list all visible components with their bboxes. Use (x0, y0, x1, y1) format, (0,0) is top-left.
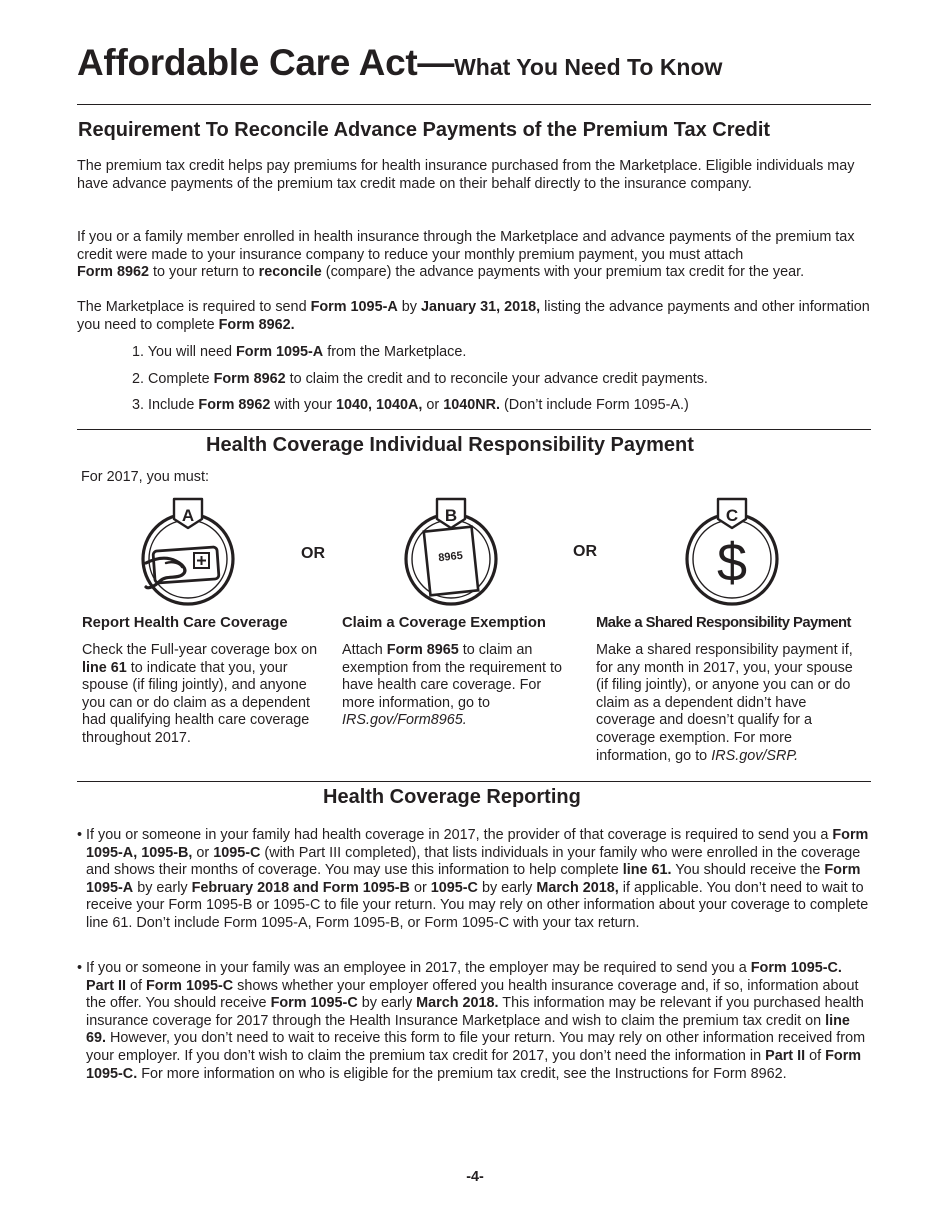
section-rule-2 (77, 781, 871, 782)
option-b-heading: Claim a Coverage Exemption (342, 615, 546, 631)
page-title-main: Affordable Care Act— (77, 42, 455, 83)
page-title (77, 42, 723, 83)
option-c-heading: Make a Shared Responsibility Payment (596, 615, 851, 631)
reporting-bullet-1: • If you or someone in your family had health coverage in 2017, the provider of that coverage is required to send you a Form 1095-A, 1095-B, or 1095-C (with Part III completed), that lists individuals in your family who were enrolled in the coverage and shows their months of coverage. You may use this information to help complete line 61. You should receive the Form 1095-A by early February 2018 and Form 1095-B or 1095-C by early March 2018, if applicable. You don’t need to wait to receive your Form 1095-B or 1095-C to file your return. You may rely on other information about your coverage to complete line 61. Don’t include Form 1095-A, Form 1095-B, or Form 1095-C with your tax return. (77, 827, 869, 931)
dollar-symbol: $ (716, 533, 748, 593)
option-a-heading: Report Health Care Coverage (82, 615, 288, 631)
reconcile-heading: Requirement To Reconcile Advance Payments of the Premium Tax Credit (78, 119, 771, 141)
step-item-2: 2. Complete Form 8962 to claim the credit and to reconcile your advance credit payments. (132, 371, 708, 387)
option-a-icon (138, 497, 238, 615)
form-number-label: 8965 (437, 549, 464, 565)
reporting-bullet-2: • If you or someone in your family was an employee in 2017, the employer may be required to send you a Form 1095-C. Part II of Form 1095-C shows whether your employer offered you health insurance coverage and, if so, information about the offer. You should receive Form 1095-C by early March 2018. This information may be relevant if you purchased health insurance coverage for 2017 through the Health Insurance Marketplace and wish to claim the premium tax credit on line 69. However, you don’t need to wait to receive this form to file your return. You may rely on other information received from your employer. If you don’t wish to claim the premium tax credit for 2017, you don’t need the information in Part II of Form 1095-C. For more information on who is eligible for the premium tax credit, see the Instructions for Form 8962. (77, 960, 866, 1082)
step-item-3: 3. Include Form 8962 with your 1040, 1040A, or 1040NR. (Don’t include Form 1095-A.) (132, 397, 689, 413)
bullet-icon: • (77, 827, 83, 843)
dollar-icon (682, 497, 782, 609)
responsibility-heading: Health Coverage Individual Responsibility Payment (206, 434, 694, 456)
reconcile-paragraph-3: The Marketplace is required to send Form 1095-A by January 31, 2018, listing the advance payments and other information you need to complete Form 8962. (77, 299, 870, 333)
form-document-icon (401, 497, 501, 609)
section-rule-1 (77, 429, 871, 430)
option-b-icon (401, 497, 501, 615)
hand-card-icon (138, 497, 238, 609)
option-a-letter: A (181, 506, 195, 525)
option-a-text: Check the Full-year coverage box on line 61 to indicate that you, your spouse (if filing jointly), and anyone you can or do claim as a dependent had qualifying health care coverage throughout 2017. (82, 642, 318, 746)
reconcile-paragraph-1: The premium tax credit helps pay premiums for health insurance purchased from the Marketplace. Eligible individuals may have advance payments of the premium tax credit made on their behalf directly to the insurance company. (77, 158, 855, 192)
option-c-letter: C (725, 506, 739, 525)
step-item-1: 1. You will need Form 1095-A from the Marketplace. (132, 344, 467, 360)
reporting-heading: Health Coverage Reporting (323, 786, 581, 808)
bullet-icon: • (77, 960, 83, 976)
or-label-1: OR (301, 545, 325, 562)
responsibility-intro: For 2017, you must: (81, 469, 209, 485)
option-c-text: Make a shared responsibility payment if, for any month in 2017, you, your spouse (if filing jointly), or anyone you can or do claim as a dependent didn’t have coverage and doesn’t qualify for a coverage exemption. For more information, go to IRS.gov/SRP. (596, 642, 853, 764)
option-c-icon (682, 497, 782, 615)
option-b-letter: B (444, 506, 458, 525)
page-number: -4- (466, 1169, 484, 1185)
or-label-2: OR (573, 543, 597, 560)
option-b-text: Attach Form 8965 to claim an exemption from the requirement to have health care coverage. For more information, go to IRS.gov/Form8965. (342, 642, 562, 729)
title-rule (77, 104, 871, 105)
page-title-sub: What You Need To Know (454, 54, 723, 80)
reconcile-paragraph-2: If you or a family member enrolled in health insurance through the Marketplace and advance payments of the premium tax credit were made to your insurance company to reduce your monthly premium payment, you must attach Form 8962 to your return to reconcile (compare) the advance payments with your premium tax credit for the year. (77, 229, 855, 281)
